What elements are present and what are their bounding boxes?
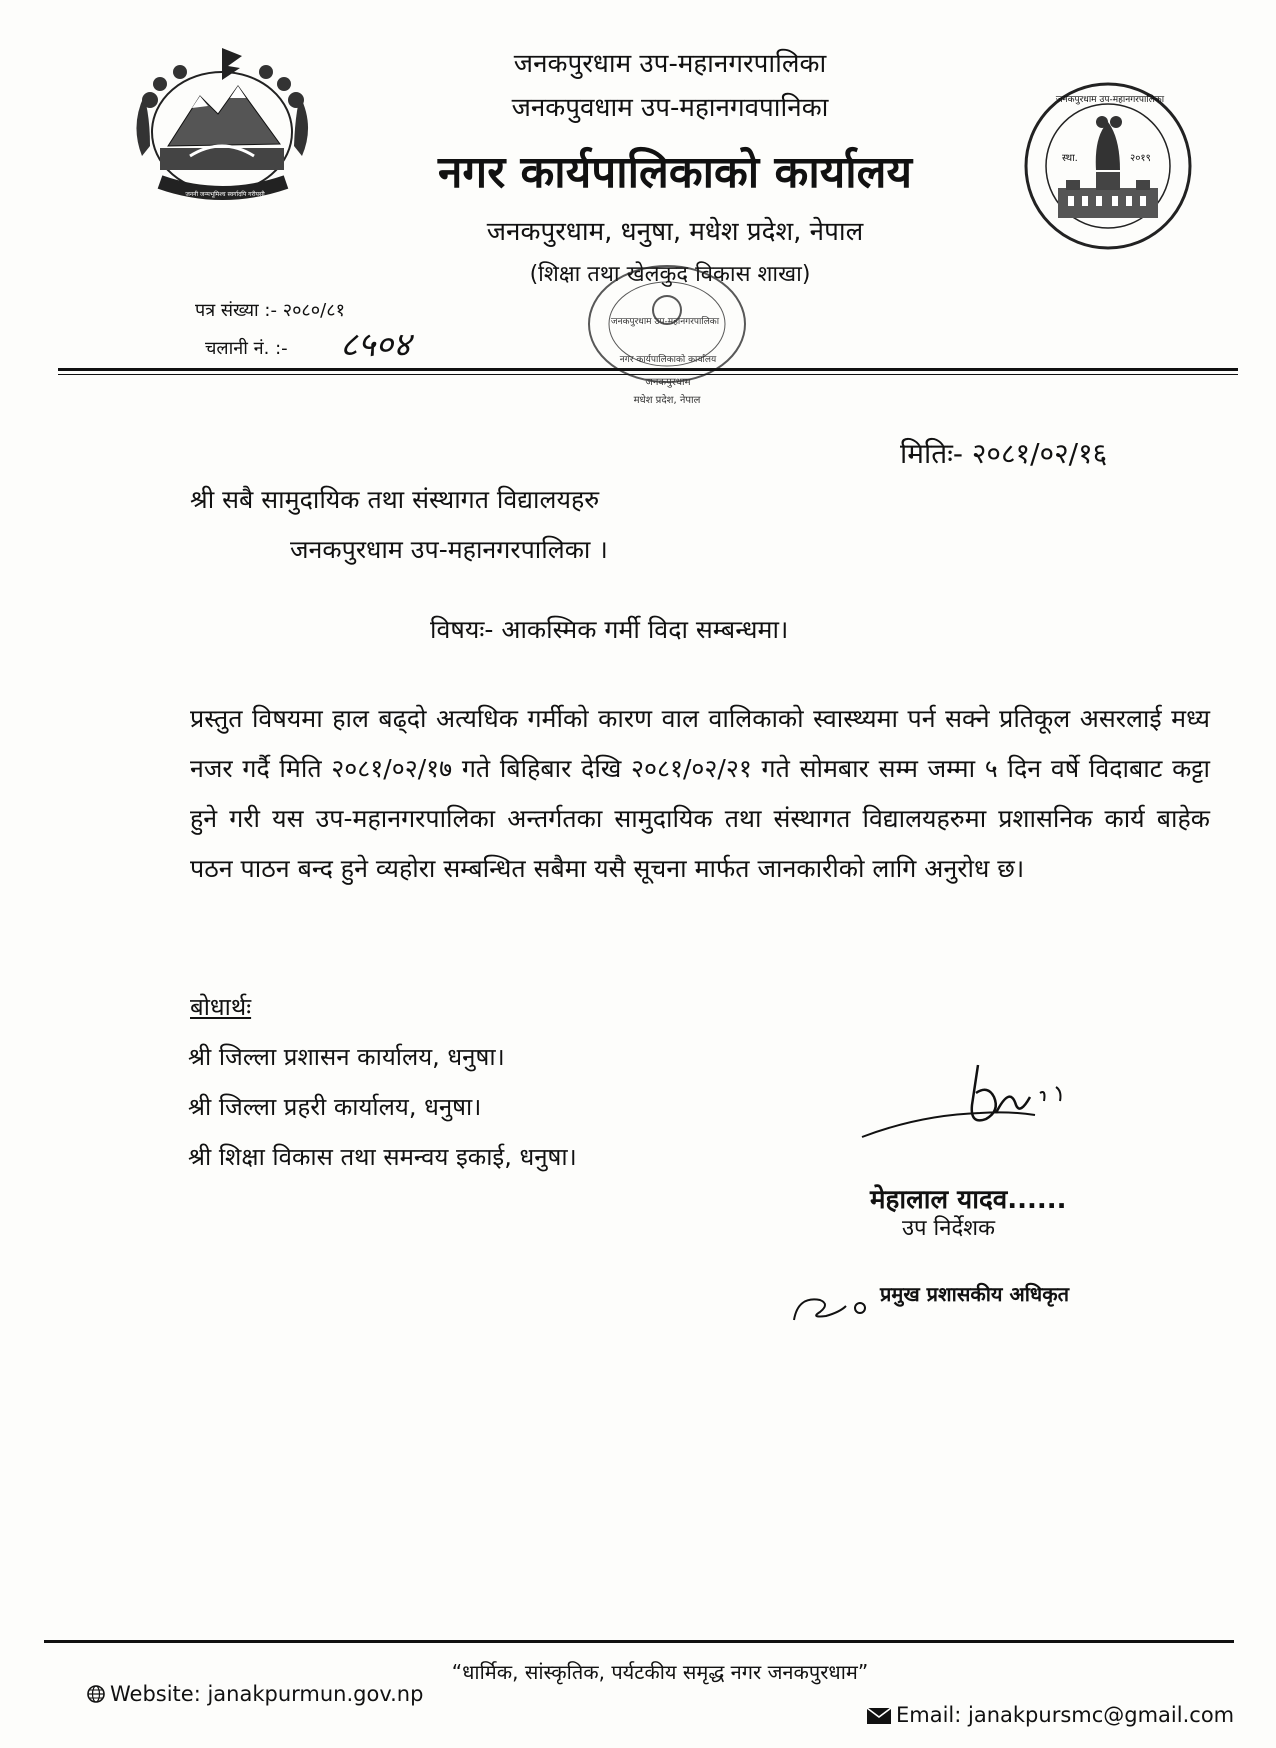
office-stamp-text: प्रमुख प्रशासकीय अधिकृत	[880, 1282, 1069, 1306]
cc-item-district-police: श्री जिल्ला प्रहरी कार्यालय, धनुषा।	[188, 1093, 482, 1121]
office-address: जनकपुरधाम, धनुषा, मधेश प्रदेश, नेपाल	[486, 217, 864, 247]
footer-motto: “धार्मिक, सांस्कृतिक, पर्यटकीय समृद्ध नगर जनकपुरधाम”	[451, 1660, 869, 1684]
recipient-line-2: जनकपुरधाम उप-महानगरपालिका ।	[290, 535, 608, 564]
dispatch-number-handwritten: ८५०४	[340, 325, 411, 365]
reference-number	[195, 298, 345, 322]
cc-item-district-admin: श्री जिल्ला प्रशासन कार्यालय, धनुषा।	[188, 1043, 505, 1071]
stamp-line1: नगर कार्यपालिकाको कार्यालय	[619, 355, 717, 365]
signatory-title: उप निर्देशक	[902, 1216, 995, 1241]
branch-name: (शिक्षा तथा खेलकुद विकास शाखा)	[529, 262, 811, 287]
municipality-seal	[1022, 80, 1194, 252]
seal-ring-text: जनकपुरधाम उप-महानगरपालिका	[1055, 95, 1165, 105]
reference-value: २०८०/८१	[282, 300, 345, 321]
office-title: नगर कार्यपालिकाको कार्यालय	[438, 147, 912, 198]
municipality-name-alt: जनकपुवधाम उप-महानगवपानिका	[511, 93, 829, 123]
dispatch-label: चलानी नं. :-	[205, 338, 288, 359]
handwritten-prefix	[790, 1286, 880, 1326]
footer-email[interactable]: Email: janakpursmc@gmail.com	[896, 1703, 1235, 1727]
stamp-line2: जनकपुरधाम	[645, 377, 691, 388]
envelope-icon	[866, 1707, 892, 1725]
emblem-caption: जननी जन्मभूमिश्च स्वर्गादपि गरीयसी	[185, 191, 265, 198]
municipality-name: जनकपुरधाम उप-महानगरपालिका	[513, 49, 827, 79]
letter-body: प्रस्तुत विषयमा हाल बढ्दो अत्यधिक गर्मीको कारण वाल वालिकाको स्वास्थ्यमा पर्न सक्ने प्रतिकूल असरलाई मध्य नजर गर्दै मिति २०८१/०२/१७ गते बिहिबार देखि २०८१/०२/२१ गते सोमबार सम्म जम्मा ५ दिन वर्षे विदाबाट कट्टा हुने गरी यस उप-महानगरपालिका अन्तर्गतका सामुदायिक तथा संस्थागत विद्यालयहरुमा प्रशासनिक कार्य बाहेक पठन पाठन बन्द हुने व्यहोरा सम्बन्धित सबैमा यसै सूचना मार्फत जानकारीको लागि अनुरोध छ।	[190, 704, 1210, 883]
header-divider	[58, 368, 1238, 371]
stamp-line3: मधेश प्रदेश, नेपाल	[633, 395, 701, 406]
reference-label: पत्र संख्या :-	[195, 300, 277, 321]
letter-subject: विषयः- आकस्मिक गर्मी विदा सम्बन्धमा।	[430, 615, 789, 644]
letter-date: मितिः- २०८१/०२/१६	[900, 437, 1108, 470]
stamp-ring-text: जनकपुरधाम उप-महानगरपालिका	[610, 317, 720, 327]
header-divider-thin	[58, 374, 1238, 375]
footer-divider	[44, 1640, 1234, 1643]
nepal-government-emblem	[120, 36, 325, 211]
cc-item-education-unit: श्री शिक्षा विकास तथा समन्वय इकाई, धनुषा।	[188, 1143, 577, 1171]
seal-year-right: २०१९	[1130, 153, 1151, 164]
signatory-name: मेहालाल यादव......	[870, 1185, 1067, 1215]
seal-year-left: स्था.	[1062, 153, 1078, 164]
recipient-line-1: श्री सबै सामुदायिक तथा संस्थागत विद्यालयहरु	[190, 485, 600, 514]
cc-label: बोधार्थः	[190, 993, 252, 1021]
footer-website[interactable]: Website: janakpurmun.gov.np	[110, 1682, 424, 1706]
handwritten-signature	[860, 1045, 1120, 1145]
globe-icon	[86, 1684, 106, 1704]
